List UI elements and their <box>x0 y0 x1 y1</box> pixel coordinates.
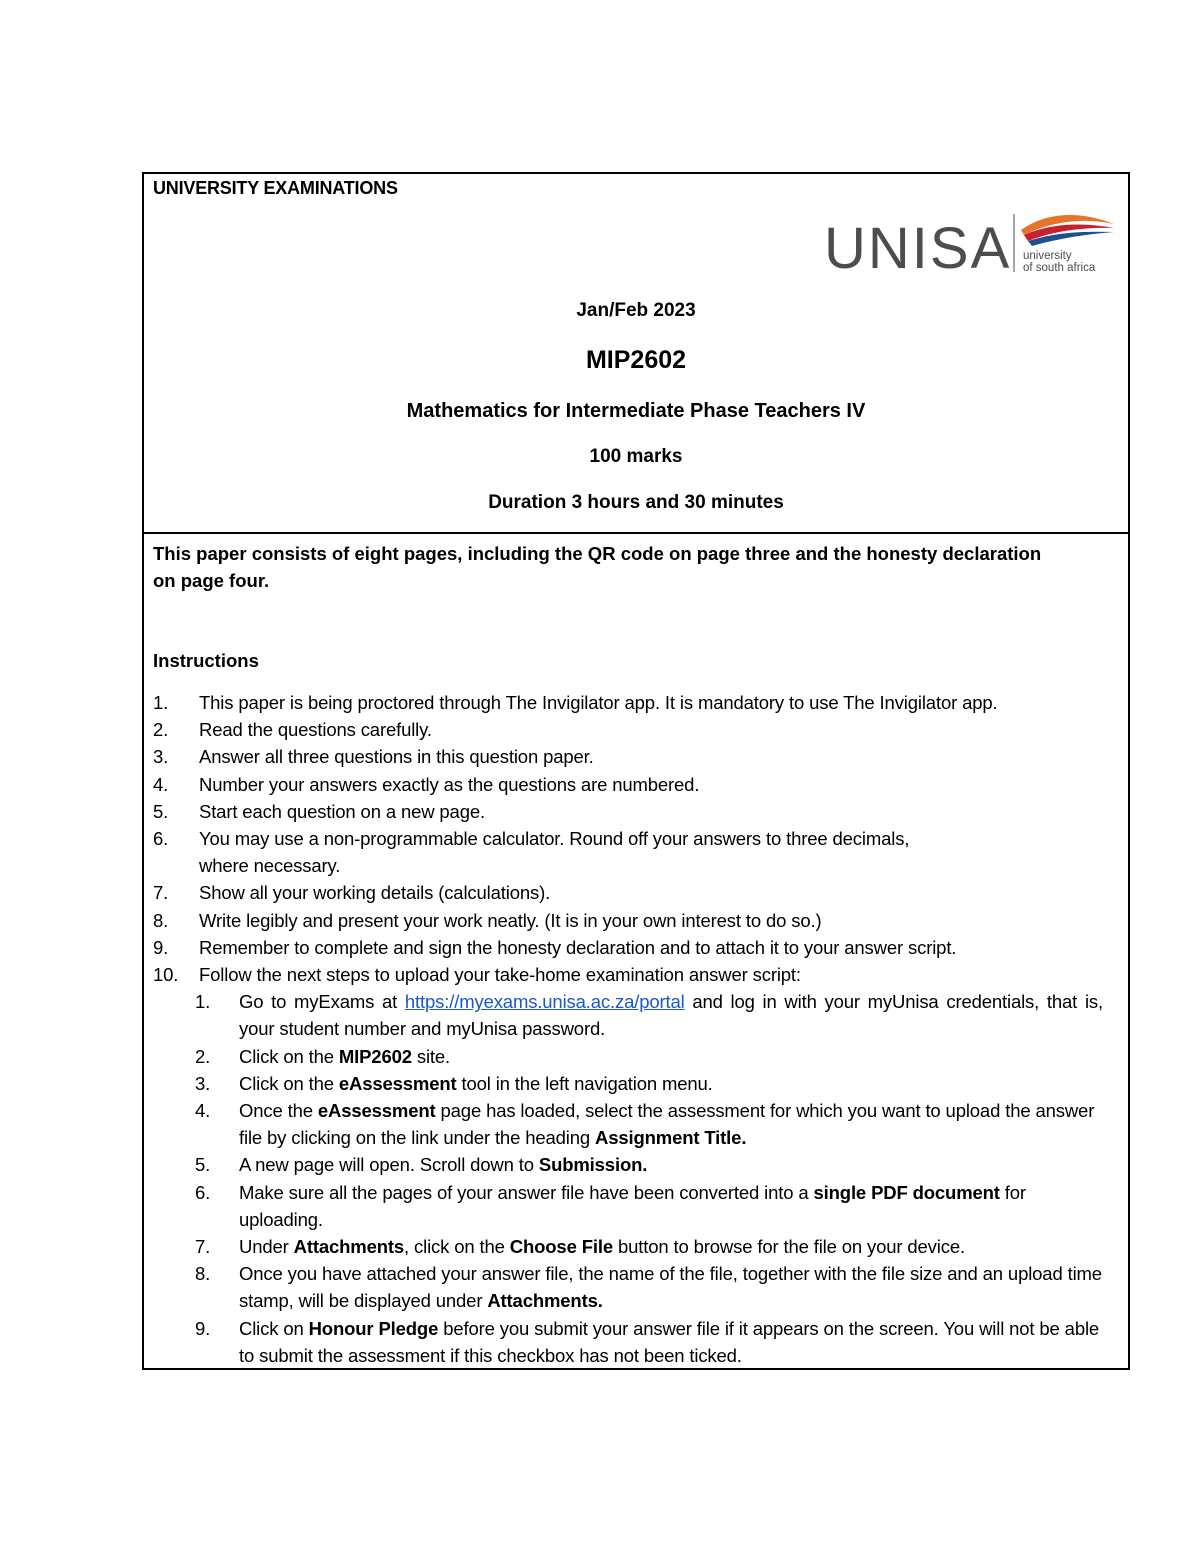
upload-step: 4. Once the eAssessment page has loaded, select the assessment for which you want to upload the answer file by clicking on the link under the heading Assignment Title. <box>195 1100 1095 1149</box>
myexams-portal-link[interactable]: https://myexams.unisa.ac.za/portal <box>404 991 685 1013</box>
total-marks: 100 marks <box>589 446 683 467</box>
instruction-item: 9. Remember to complete and sign the honesty declaration and to attach it to your answer script. <box>153 936 957 958</box>
instructions-list <box>153 689 1103 1369</box>
upload-step: 8. Once you have attached your answer file, the name of the file, together with the file size and an upload time stamp, will be displayed under Attachments. <box>195 1263 1102 1312</box>
upload-step: 1. Go to myExams at https://myexams.unisa.ac.za/portal and log in with your myUnisa credentials, that is, your student number and myUnisa password. <box>195 991 1103 1040</box>
logo-tagline-2: of south africa <box>1023 262 1096 274</box>
paper-consists-note: This paper consists of eight pages, including the QR code on page three and the honesty declaration on page four. <box>153 543 1042 591</box>
module-title: Mathematics for Intermediate Phase Teachers IV <box>406 400 866 422</box>
instruction-item: 1. This paper is being proctored through The Invigilator app. It is mandatory to use The Invigilator app. <box>153 692 998 713</box>
logo-wordmark: UNISA <box>824 216 1012 274</box>
instruction-item: 10. Follow the next steps to upload your take-home examination answer script: <box>153 964 801 986</box>
instruction-item: 3. Answer all three questions in this question paper. <box>153 746 594 768</box>
exam-duration: Duration 3 hours and 30 minutes <box>488 492 784 513</box>
instruction-item: 5. Start each question on a new page. <box>153 800 485 822</box>
instruction-item: 8. Write legibly and present your work neatly. (It is in your own interest to do so.) <box>153 909 822 931</box>
header-box <box>144 174 1128 534</box>
upload-step: 5. A new page will open. Scroll down to Submission. <box>195 1154 648 1176</box>
instruction-item: 6. You may use a non-programmable calculator. Round off your answers to three decimals, where necessary. <box>153 828 910 877</box>
upload-step: 6. Make sure all the pages of your answer file have been converted into a single PDF document for uploading. <box>195 1181 1026 1230</box>
module-code: MIP2602 <box>585 346 687 374</box>
instructions-box <box>144 534 1128 1368</box>
upload-step: 9. Click on Honour Pledge before you submit your answer file if it appears on the screen. You will not be able to submit the assessment if this checkbox has not been ticked. <box>195 1317 1100 1366</box>
instruction-item: 2. Read the questions carefully. <box>153 719 432 741</box>
upload-step: 3. Click on the eAssessment tool in the left navigation menu. <box>195 1072 713 1094</box>
instruction-item: 7. Show all your working details (calculations). <box>153 882 551 904</box>
instructions-heading: Instructions <box>153 650 259 671</box>
upload-step: 2. Click on the MIP2602 site. <box>195 1045 451 1067</box>
header-label: UNIVERSITY EXAMINATIONS <box>153 178 398 198</box>
logo-tagline-1: university <box>1023 250 1072 262</box>
exam-cover-sheet <box>142 172 1130 1370</box>
upload-step: 7. Under Attachments, click on the Choose File button to browse for the file on your device. <box>195 1236 965 1258</box>
exam-date: Jan/Feb 2023 <box>576 300 696 321</box>
instruction-item: 4. Number your answers exactly as the questions are numbered. <box>153 773 700 795</box>
unisa-logo <box>824 210 1118 274</box>
